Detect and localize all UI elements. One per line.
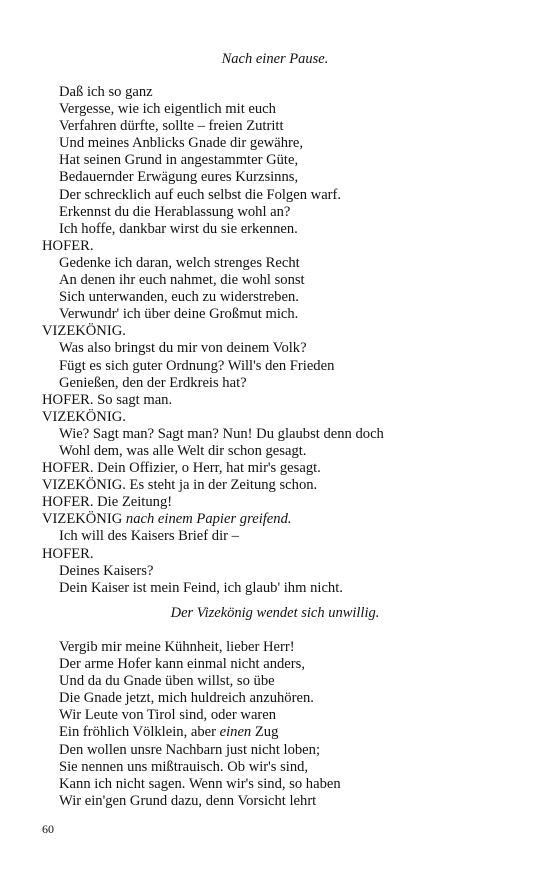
verse-line: Daß ich so ganz	[59, 84, 153, 100]
verse-line: Vergesse, wie ich eigentlich mit euch	[59, 101, 276, 118]
verse-line: Der arme Hofer kann einmal nicht anders,	[59, 656, 305, 673]
verse-line: Genießen, den der Erdkreis hat?	[59, 374, 247, 391]
stage-direction-top: Nach einer Pause.	[221, 51, 329, 67]
verse-line: Wir Leute von Tirol sind, oder waren	[59, 707, 277, 724]
verse-text: Ein fröhlich Völklein, aber	[59, 724, 220, 741]
emphasized-word: einen	[219, 724, 252, 741]
verse-line: Dein Kaiser ist mein Feind, ich glaub' ihm nicht.	[59, 579, 343, 596]
stage-direction-mid: Der Vizekönig wendet sich unwillig.	[170, 605, 380, 621]
speaker-line: HOFER.	[42, 545, 94, 562]
verse-line: An denen ihr euch nahmet, die wohl sonst	[59, 272, 305, 289]
verse-line: Ich will des Kaisers Brief dir –	[59, 528, 239, 545]
verse-block-2	[42, 639, 341, 810]
verse-line: Was also bringst du mir von deinem Volk?	[59, 340, 307, 357]
verse-line: Die Gnade jetzt, mich huldreich anzuhören.	[59, 690, 314, 707]
verse-line: Und da du Gnade üben willst, so übe	[59, 673, 275, 690]
verse-line: Vergib mir meine Kühnheit, lieber Herr!	[59, 639, 295, 655]
verse-line: Wir ein'gen Grund dazu, denn Vorsicht lehrt	[59, 792, 317, 809]
verse-line: Sie nennen uns mißtrauisch. Ob wir's sind,	[59, 758, 309, 775]
speaker-line: VIZEKÖNIG.	[42, 408, 126, 425]
speaker-line: VIZEKÖNIG. Es steht ja in der Zeitung schon.	[42, 477, 318, 494]
verse-line: Verwundr' ich über deine Großmut mich.	[59, 306, 299, 323]
speaker-line: HOFER. Dein Offizier, o Herr, hat mir's gesagt.	[42, 460, 321, 477]
verse-line: Den wollen unsre Nachbarn just nicht loben;	[59, 741, 320, 758]
verse-line: Der schrecklich auf euch selbst die Folgen warf.	[59, 186, 342, 203]
verse-line: Verfahren dürfte, sollte – freien Zutritt	[59, 118, 284, 135]
verse-line: Bedauernder Erwägung eures Kurzsinns,	[59, 169, 299, 186]
verse-block-1	[42, 84, 384, 597]
verse-line: Sich unterwanden, euch zu widerstreben.	[59, 289, 299, 306]
verse-line-emphasis	[42, 724, 341, 741]
speaker-line: HOFER. Die Zeitung!	[42, 494, 173, 511]
speaker-line: VIZEKÖNIG.	[42, 323, 126, 340]
verse-line: Deines Kaisers?	[59, 562, 154, 579]
page-number: 60	[42, 822, 54, 836]
verse-text: Zug	[251, 724, 279, 741]
speaker-line: HOFER. So sagt man.	[42, 391, 173, 408]
verse-line: Kann ich nicht sagen. Wenn wir's sind, so haben	[59, 775, 341, 792]
speaker-line-vizekoenig	[42, 511, 384, 528]
speaker-name: VIZEKÖNIG	[42, 511, 123, 528]
verse-line: Erkennst du die Herablassung wohl an?	[59, 203, 291, 220]
verse-line: Fügt es sich guter Ordnung? Will's den Frieden	[59, 357, 335, 374]
verse-line: Gedenke ich daran, welch strenges Recht	[59, 254, 300, 271]
inline-stage-direction: nach einem Papier greifend.	[125, 511, 292, 528]
verse-line: Wie? Sagt man? Sagt man? Nun! Du glaubst denn doch	[59, 425, 384, 442]
verse-line: Hat seinen Grund in angestammter Güte,	[59, 152, 299, 169]
verse-line: Wohl dem, was alle Welt dir schon gesagt.	[59, 442, 307, 459]
verse-line: Und meines Anblicks Gnade dir gewähre,	[59, 135, 303, 152]
verse-line: Ich hoffe, dankbar wirst du sie erkennen.	[59, 220, 298, 237]
speaker-line: HOFER.	[42, 237, 94, 254]
